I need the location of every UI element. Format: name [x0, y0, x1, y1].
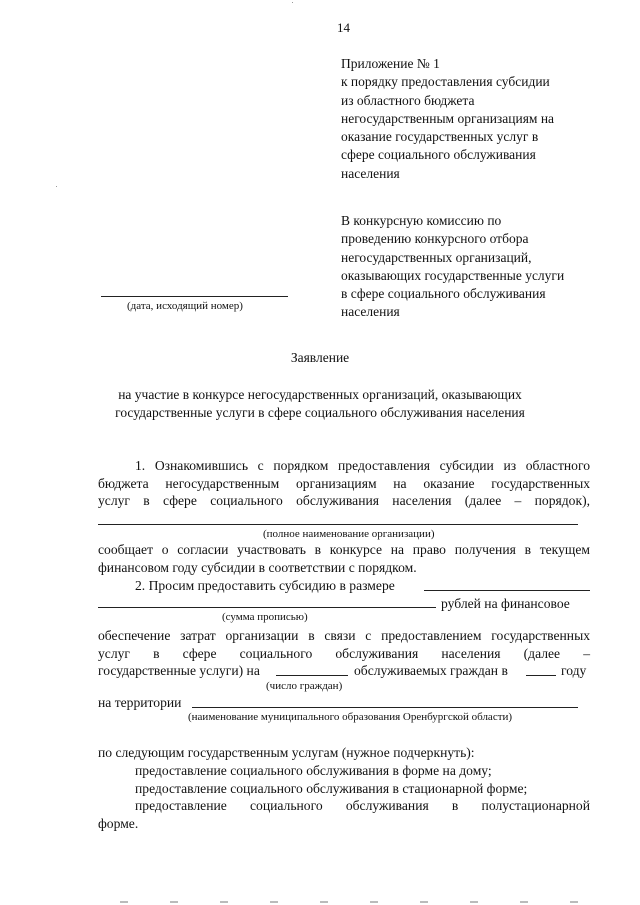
- amount-line: [424, 590, 590, 591]
- p2-rub: рублей на финансовое: [441, 596, 570, 611]
- appendix-line: Приложение № 1: [341, 56, 440, 71]
- org-name-line: [98, 524, 578, 525]
- sum-caption: (сумма прописью): [222, 611, 308, 623]
- service-item: предоставление социального обслуживания в форме на дому;: [135, 763, 492, 778]
- p2-line: услуг в сфере социального обслуживания населения (далее –: [98, 645, 590, 661]
- p1-tail-line: сообщает о согласии участвовать в конкурсе на право получения в текущем: [98, 542, 590, 557]
- addressee-line: В конкурсную комиссию по: [341, 213, 502, 228]
- scan-bottom-edge: [120, 898, 600, 905]
- p2-start: 2. Просим предоставить субсидию в размере: [135, 578, 395, 593]
- scan-speck: [56, 186, 57, 187]
- amount-words-line: [98, 607, 436, 608]
- territory-line: [192, 707, 578, 708]
- p2-last-a: государственные услуги) на: [98, 663, 260, 678]
- addressee-line: населения: [341, 304, 400, 320]
- p1-tail-line: финансовом году субсидии в соответствии с порядком.: [98, 559, 417, 575]
- p2-line: обеспечение затрат организации в связи с предоставлением государственных: [98, 628, 590, 643]
- subtitle-line: на участие в конкурсе негосударственных организаций, оказывающих: [118, 387, 522, 402]
- addressee-line: негосударственных организаций,: [341, 249, 532, 265]
- year-line: [526, 675, 556, 676]
- scan-speck: [292, 2, 293, 3]
- services-intro: по следующим государственным услугам (нужное подчеркнуть):: [98, 745, 475, 760]
- paragraph-1-tail: [98, 541, 590, 576]
- service-item: форме.: [98, 815, 139, 831]
- appendix-line: из областного бюджета: [341, 92, 475, 108]
- p1-line: услуг в сфере социального обслуживания населения (далее – порядок),: [98, 493, 590, 509]
- citizens-caption: (число граждан): [266, 680, 343, 692]
- paragraph-1: [98, 457, 590, 510]
- appendix-block: [341, 55, 554, 183]
- appendix-line: сфере социального обслуживания: [341, 147, 536, 163]
- addressee-line: в сфере социального обслуживания: [341, 286, 546, 302]
- citizens-count-line: [276, 675, 348, 676]
- date-line: [101, 296, 288, 297]
- paragraph-2: [98, 627, 590, 662]
- addressee-block: [341, 212, 564, 322]
- services-list: [98, 762, 590, 832]
- addressee-line: проведению конкурсного отбора: [341, 231, 529, 247]
- appendix-line: населения: [341, 165, 400, 181]
- appendix-line: оказание государственных услуг в: [341, 129, 539, 145]
- page-number: 14: [337, 20, 350, 35]
- service-item: предоставление социального обслуживания в стационарной форме;: [135, 780, 528, 796]
- p1-line: 1. Ознакомившись с порядком предоставления субсидии из областного: [135, 458, 590, 473]
- org-caption: (полное наименование организации): [263, 528, 435, 540]
- document-title: Заявление: [290, 350, 350, 365]
- appendix-line: негосударственным организациям на: [341, 110, 555, 126]
- service-item: предоставление социального обслуживания в полустационарной: [135, 798, 590, 814]
- appendix-line: к порядку предоставления субсидии: [341, 74, 550, 90]
- subtitle-line: государственные услуги в сфере социального обслуживания населения: [115, 405, 525, 420]
- territory-label: на территории: [98, 695, 182, 710]
- territory-caption: (наименование муниципального образования Оренбургской области): [188, 711, 513, 723]
- p2-last-b: обслуживаемых граждан в: [354, 663, 508, 678]
- document-subtitle: [0, 386, 640, 422]
- date-caption: (дата, исходящий номер): [127, 300, 243, 312]
- p2-last-c: году: [561, 663, 587, 678]
- p1-line: бюджета негосударственным организациям на оказание государственных: [98, 475, 590, 491]
- addressee-line: оказывающих государственные услуги: [341, 267, 565, 283]
